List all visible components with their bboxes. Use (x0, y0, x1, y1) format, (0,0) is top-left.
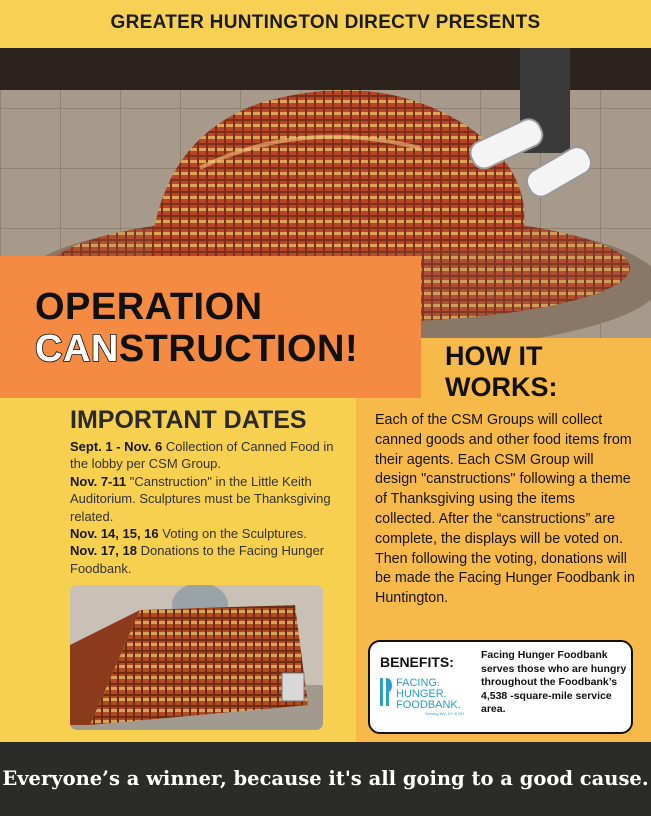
how-it-works-body: Each of the CSM Groups will collect canned goods and other food items from their agents. Each CSM Group will design "canstructions" following a theme of Thanksgiving using the items collected. After the “canstructions” are complete, the displays will be voted on. Then following the voting, donations will be made the Facing Hunger Foodbank in Huntington. (375, 412, 635, 607)
header-banner (0, 0, 651, 48)
date-label: Nov. 7-11 (70, 473, 127, 489)
footer-text: Everyone’s a winner, because it's all going to a good cause. (2, 767, 649, 790)
header-title: GREATER HUNTINGTON DIRECTV PRESENTS (110, 12, 541, 33)
how-it-works-heading (445, 341, 557, 403)
benefits-text: Facing Hunger Foodbank serves those who are hungry throughout the Foodbank’s 4,538 -square-mile service area. (481, 649, 627, 715)
benefits-box (368, 640, 633, 734)
logo-tagline: Serving WV, KY & OH (425, 711, 465, 716)
date-text: Voting on the Sculptures. (158, 526, 307, 542)
date-item (70, 438, 340, 473)
footer-banner (0, 742, 651, 816)
pie-sculpture-photo (70, 585, 323, 730)
logo-line-2: HUNGER. (396, 688, 447, 700)
how-heading-line-2: WORKS: (445, 372, 558, 402)
title-rest: STRUCTION! (118, 328, 359, 370)
how-heading-line-1: HOW IT (445, 341, 543, 371)
important-dates-list (70, 438, 340, 577)
title-line-2 (35, 328, 358, 371)
date-label: Sept. 1 - Nov. 6 (70, 439, 163, 454)
date-item (70, 542, 340, 577)
important-dates-heading: IMPORTANT DATES (70, 406, 307, 434)
title-highlight: CAN (35, 328, 119, 370)
logo-line-1: FACING. (396, 677, 441, 689)
date-text: "Canstruction" in the Little Keith Auditorium. Sculptures must be Thanksgiving related. (70, 473, 331, 524)
date-item (70, 473, 340, 525)
date-label: Nov. 14, 15, 16 (70, 526, 159, 542)
date-text: Collection of Canned Food in the lobby per CSM Group. (70, 439, 334, 472)
title-line-1: OPERATION (35, 286, 263, 328)
date-item (70, 525, 340, 542)
benefits-label: BENEFITS: (380, 654, 454, 670)
date-text: Donations to the Facing Hunger Foodbank. (70, 543, 325, 576)
title-box (0, 256, 421, 398)
facing-hunger-foodbank-logo (378, 672, 473, 718)
date-label: Nov. 17, 18 (70, 543, 137, 559)
logo-line-3: FOODBANK. (396, 699, 461, 711)
